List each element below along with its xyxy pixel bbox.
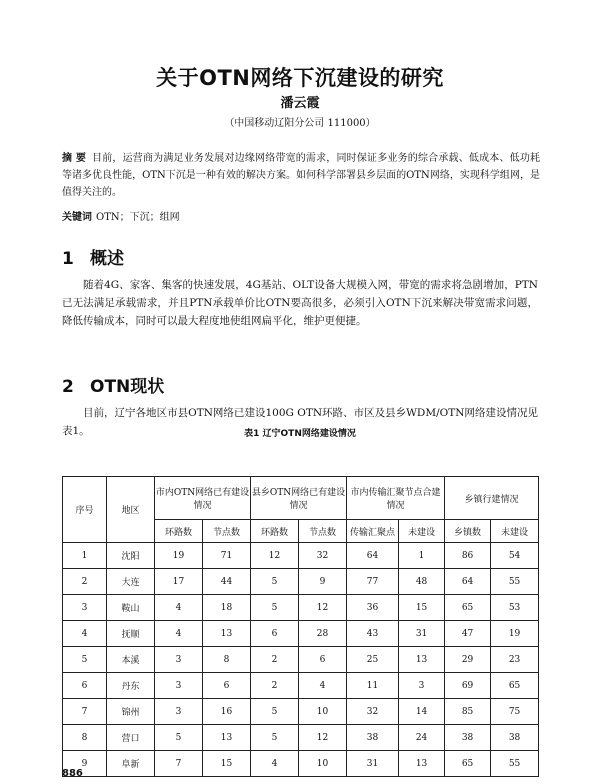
table-cell: 86 xyxy=(445,543,491,569)
table-cell: 12 xyxy=(251,543,299,569)
table-cell: 31 xyxy=(399,621,445,647)
table-cell: 23 xyxy=(491,647,539,673)
section-number: 2 xyxy=(62,377,74,397)
otn-status-table xyxy=(62,476,539,777)
table-cell: 4 xyxy=(63,621,107,647)
page-number: 886 xyxy=(62,768,83,779)
keywords-text: OTN；下沉；组网 xyxy=(96,212,180,223)
table-cell: 10 xyxy=(299,699,347,725)
table-row xyxy=(63,699,539,725)
table-cell: 75 xyxy=(491,699,539,725)
table-cell: 17 xyxy=(155,569,203,595)
table-cell: 3 xyxy=(63,595,107,621)
subheader: 传输汇聚点 xyxy=(347,520,399,543)
section-1-paragraph: 随着4G、家客、集客的快速发展，4G基站、OLT设备大规模入网，带宽的需求将急剧增加，PTN已无法满足承载需求，并且PTN承载单价比OTN要高很多，必须引入OTN下沉来解决带宽需求问题，降低传输成本，同时可以最大程度地使组网扁平化，维护更便捷。 xyxy=(62,279,538,327)
subheader: 节点数 xyxy=(203,520,251,543)
table-cell: 18 xyxy=(203,595,251,621)
table-cell: 64 xyxy=(347,543,399,569)
table-cell: 14 xyxy=(399,699,445,725)
header-seq: 序号 xyxy=(63,477,107,543)
table-cell: 6 xyxy=(63,673,107,699)
paper-title: 关于OTN网络下沉建设的研究 xyxy=(156,66,444,90)
table-cell: 36 xyxy=(347,595,399,621)
table-cell: 13 xyxy=(203,725,251,751)
table-cell: 71 xyxy=(203,543,251,569)
table-cell: 55 xyxy=(491,751,539,777)
table-cell: 55 xyxy=(491,569,539,595)
table-cell: 2 xyxy=(251,647,299,673)
table-cell: 4 xyxy=(155,595,203,621)
table-row xyxy=(63,647,539,673)
header-group-township: 乡镇行建情况 xyxy=(445,477,539,520)
table-cell: 28 xyxy=(299,621,347,647)
table-cell: 5 xyxy=(63,647,107,673)
table-cell: 3 xyxy=(155,673,203,699)
table-cell: 大连 xyxy=(107,569,155,595)
table-cell: 1 xyxy=(399,543,445,569)
subheader: 未建设 xyxy=(399,520,445,543)
table-cell: 锦州 xyxy=(107,699,155,725)
header-region: 地区 xyxy=(107,477,155,543)
section-title: OTN现状 xyxy=(90,377,165,397)
table-cell: 77 xyxy=(347,569,399,595)
table-cell: 3 xyxy=(155,647,203,673)
table-cell: 5 xyxy=(251,699,299,725)
table-cell: 8 xyxy=(203,647,251,673)
table-cell: 32 xyxy=(347,699,399,725)
table-cell: 32 xyxy=(299,543,347,569)
table-cell: 2 xyxy=(63,569,107,595)
table-cell: 本溪 xyxy=(107,647,155,673)
table-cell: 64 xyxy=(445,569,491,595)
subheader: 环路数 xyxy=(251,520,299,543)
subheader: 未建设 xyxy=(491,520,539,543)
table-cell: 47 xyxy=(445,621,491,647)
table-row xyxy=(63,725,539,751)
section-number: 1 xyxy=(62,249,74,269)
table-cell: 48 xyxy=(399,569,445,595)
table-cell: 13 xyxy=(399,647,445,673)
subheader: 环路数 xyxy=(155,520,203,543)
table-row xyxy=(63,543,539,569)
subheader: 节点数 xyxy=(299,520,347,543)
header-group-city-otn: 市内OTN网络已有建设情况 xyxy=(155,477,251,520)
table-cell: 16 xyxy=(203,699,251,725)
table-cell: 38 xyxy=(491,725,539,751)
keywords-label: 关键词 xyxy=(62,212,92,223)
section-title: 概述 xyxy=(90,249,124,269)
table-cell: 3 xyxy=(399,673,445,699)
table-row xyxy=(63,673,539,699)
author-name: 潘云霞 xyxy=(280,96,320,111)
table-cell: 9 xyxy=(299,569,347,595)
section-heading-1 xyxy=(62,244,124,269)
table-cell: 6 xyxy=(203,673,251,699)
table-row xyxy=(63,569,539,595)
table-row xyxy=(63,751,539,777)
table-cell: 19 xyxy=(155,543,203,569)
table-cell: 85 xyxy=(445,699,491,725)
table-cell: 13 xyxy=(399,751,445,777)
table-cell: 69 xyxy=(445,673,491,699)
table-cell: 15 xyxy=(203,751,251,777)
table-cell: 9 xyxy=(63,751,107,777)
table-cell: 31 xyxy=(347,751,399,777)
table-cell: 12 xyxy=(299,725,347,751)
table-cell: 19 xyxy=(491,621,539,647)
subheader: 乡镇数 xyxy=(445,520,491,543)
table-cell: 13 xyxy=(203,621,251,647)
abstract xyxy=(62,150,540,201)
table-cell: 3 xyxy=(155,699,203,725)
table-cell: 2 xyxy=(251,673,299,699)
table-cell: 8 xyxy=(63,725,107,751)
affiliation: （中国移动辽阳分公司 111000） xyxy=(224,118,376,129)
table-cell: 6 xyxy=(251,621,299,647)
table-cell: 7 xyxy=(155,751,203,777)
table-cell: 4 xyxy=(155,621,203,647)
table-cell: 38 xyxy=(445,725,491,751)
table-cell: 营口 xyxy=(107,725,155,751)
table-cell: 5 xyxy=(155,725,203,751)
table-cell: 65 xyxy=(445,595,491,621)
table-cell: 43 xyxy=(347,621,399,647)
table-cell: 7 xyxy=(63,699,107,725)
table-cell: 10 xyxy=(299,751,347,777)
table-cell: 24 xyxy=(399,725,445,751)
table-body xyxy=(63,543,539,777)
table-cell: 抚顺 xyxy=(107,621,155,647)
header-group-aggregation: 市内传输汇聚节点合建情况 xyxy=(347,477,445,520)
table-cell: 丹东 xyxy=(107,673,155,699)
table-cell: 6 xyxy=(299,647,347,673)
table-cell: 1 xyxy=(63,543,107,569)
header-group-county-otn: 县乡OTN网络已有建设情况 xyxy=(251,477,347,520)
table-cell: 38 xyxy=(347,725,399,751)
abstract-label: 摘 要 xyxy=(62,153,87,164)
table-cell: 53 xyxy=(491,595,539,621)
table-cell: 54 xyxy=(491,543,539,569)
table-cell: 阜新 xyxy=(107,751,155,777)
table-cell: 沈阳 xyxy=(107,543,155,569)
table-cell: 65 xyxy=(445,751,491,777)
table-cell: 4 xyxy=(251,751,299,777)
table-cell: 5 xyxy=(251,725,299,751)
table-cell: 29 xyxy=(445,647,491,673)
table-cell: 12 xyxy=(299,595,347,621)
table-cell: 25 xyxy=(347,647,399,673)
abstract-text: 目前，运营商为满足业务发展对边缘网络带宽的需求，同时保证多业务的综合承载、低成本、低功耗等诸多优良性能，OTN下沉是一种有效的解决方案。如何科学部署县乡层面的OTN网络，实现科学组网，是值得关注的。 xyxy=(62,153,541,198)
table-cell: 65 xyxy=(491,673,539,699)
table-cell: 5 xyxy=(251,569,299,595)
table-caption: 表1 辽宁OTN网络建设情况 xyxy=(244,429,356,439)
table-cell: 11 xyxy=(347,673,399,699)
section-2-paragraph: 目前，辽宁各地区市县OTN网络已建设100G OTN环路、市区及县乡WDM/OTN网络建设情况见表1。 xyxy=(62,407,538,437)
table-cell: 44 xyxy=(203,569,251,595)
table-cell: 4 xyxy=(299,673,347,699)
table-cell: 5 xyxy=(251,595,299,621)
table-row xyxy=(63,595,539,621)
table-row xyxy=(63,621,539,647)
table-cell: 15 xyxy=(399,595,445,621)
keywords xyxy=(62,208,540,223)
table-cell: 鞍山 xyxy=(107,595,155,621)
